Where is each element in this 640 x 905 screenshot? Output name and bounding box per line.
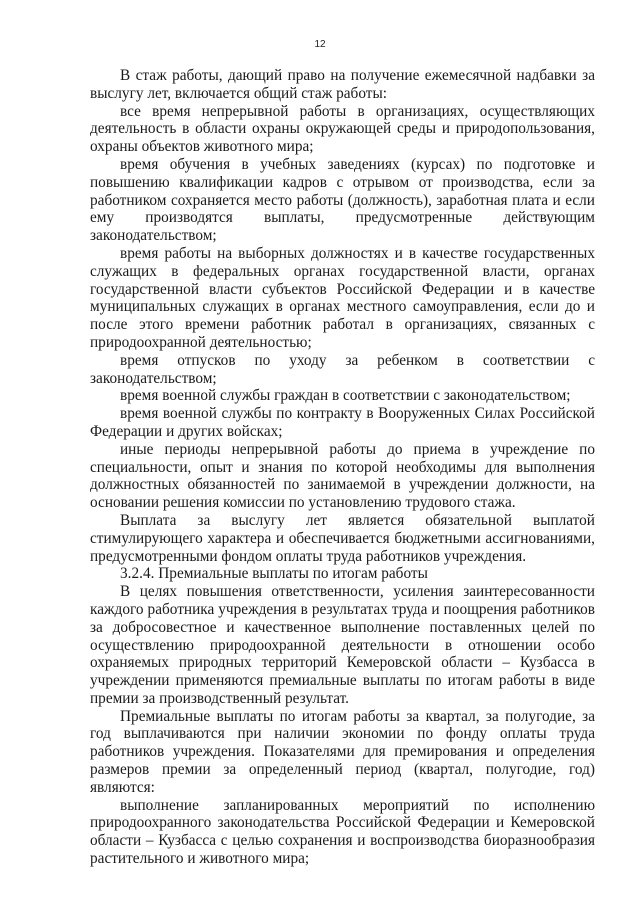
paragraph-other-periods: иные периоды непрерывной работы до приема в учреждение по специальности, опыт и знания по которой необходимы для выполнения должностных обязанностей по занимаемой в учреждении должности, на основании решения комиссии по установлению трудового стажа. [90,440,595,512]
paragraph-childcare-leave: время отпусков по уходу за ребенком в соответствии с законодательством; [90,351,595,387]
paragraph-environmental-work: все время непрерывной работы в организациях, осуществляющих деятельность в области охраны окружающей среды и природопользования, охраны объектов животного мира; [90,102,595,156]
section-heading-bonus: 3.2.4. Премиальные выплаты по итогам работы [120,565,428,583]
page-number: 12 [314,39,326,50]
paragraph-bonus-purpose: В целях повышения ответственности, усиления заинтересованности каждого работника учреждения в результатах труда и поощрения работников за добросовестное и качественное выполнение поставленных целей по осуществлению природоохранной деятельности в отношении особо охраняемых природных территорий Кемеровской области – Кузбасса в учреждении применяются премиальные выплаты по итогам работы в виде премии за производственный результат. [90,583,595,707]
paragraph-seniority-payment: Выплата за выслугу лет является обязательной выплатой стимулирующего характера и обеспечивается бюджетными ассигнованиями, предусмотренными фондом оплаты труда работников учреждения. [90,511,595,565]
paragraph-military-service: время военной службы граждан в соответствии с законодательством; [120,387,571,405]
paragraph-contract-service: время военной службы по контракту в Вооруженных Силах Российской Федерации и других войсках; [90,405,595,440]
paragraph-bonus-criteria: выполнение запланированных мероприятий по исполнению природоохранного законодательства Российской Федерации и Кемеровской области – Кузбасса с целью сохранения и воспроизводства биоразнообразия растительного и животного мира; [90,796,595,868]
paragraph-training-period: время обучения в учебных заведениях (курсах) по подготовке и повышению квалификации кадров с отрывом от производства, если за работником сохраняется место работы (должность), заработная плата и если ему производятся выплаты, предусмотренные действующим законодательством; [90,155,595,245]
paragraph-elected-positions: время работы на выборных должностях и в качестве государственных служащих в федеральных органах государственной власти, органах государственной власти субъектов Российской Федерации и в качестве муниципальных служащих в органах местного самоуправления, если до и после этого времени работник работал в организациях, связанных с природоохранной деятельностью; [90,244,595,351]
paragraph-bonus-periods: Премиальные выплаты по итогам работы за квартал, за полугодие, за год выплачиваются при наличии экономии по фонду оплаты труда работников учреждения. Показателями для премирования и определения размеров премии за определенный период (квартал, полугодие, год) являются: [90,707,595,796]
paragraph-seniority-intro: В стаж работы, дающий право на получение ежемесячной надбавки за выслугу лет, включается общий стаж работы: [90,67,595,102]
document-body [90,67,595,868]
